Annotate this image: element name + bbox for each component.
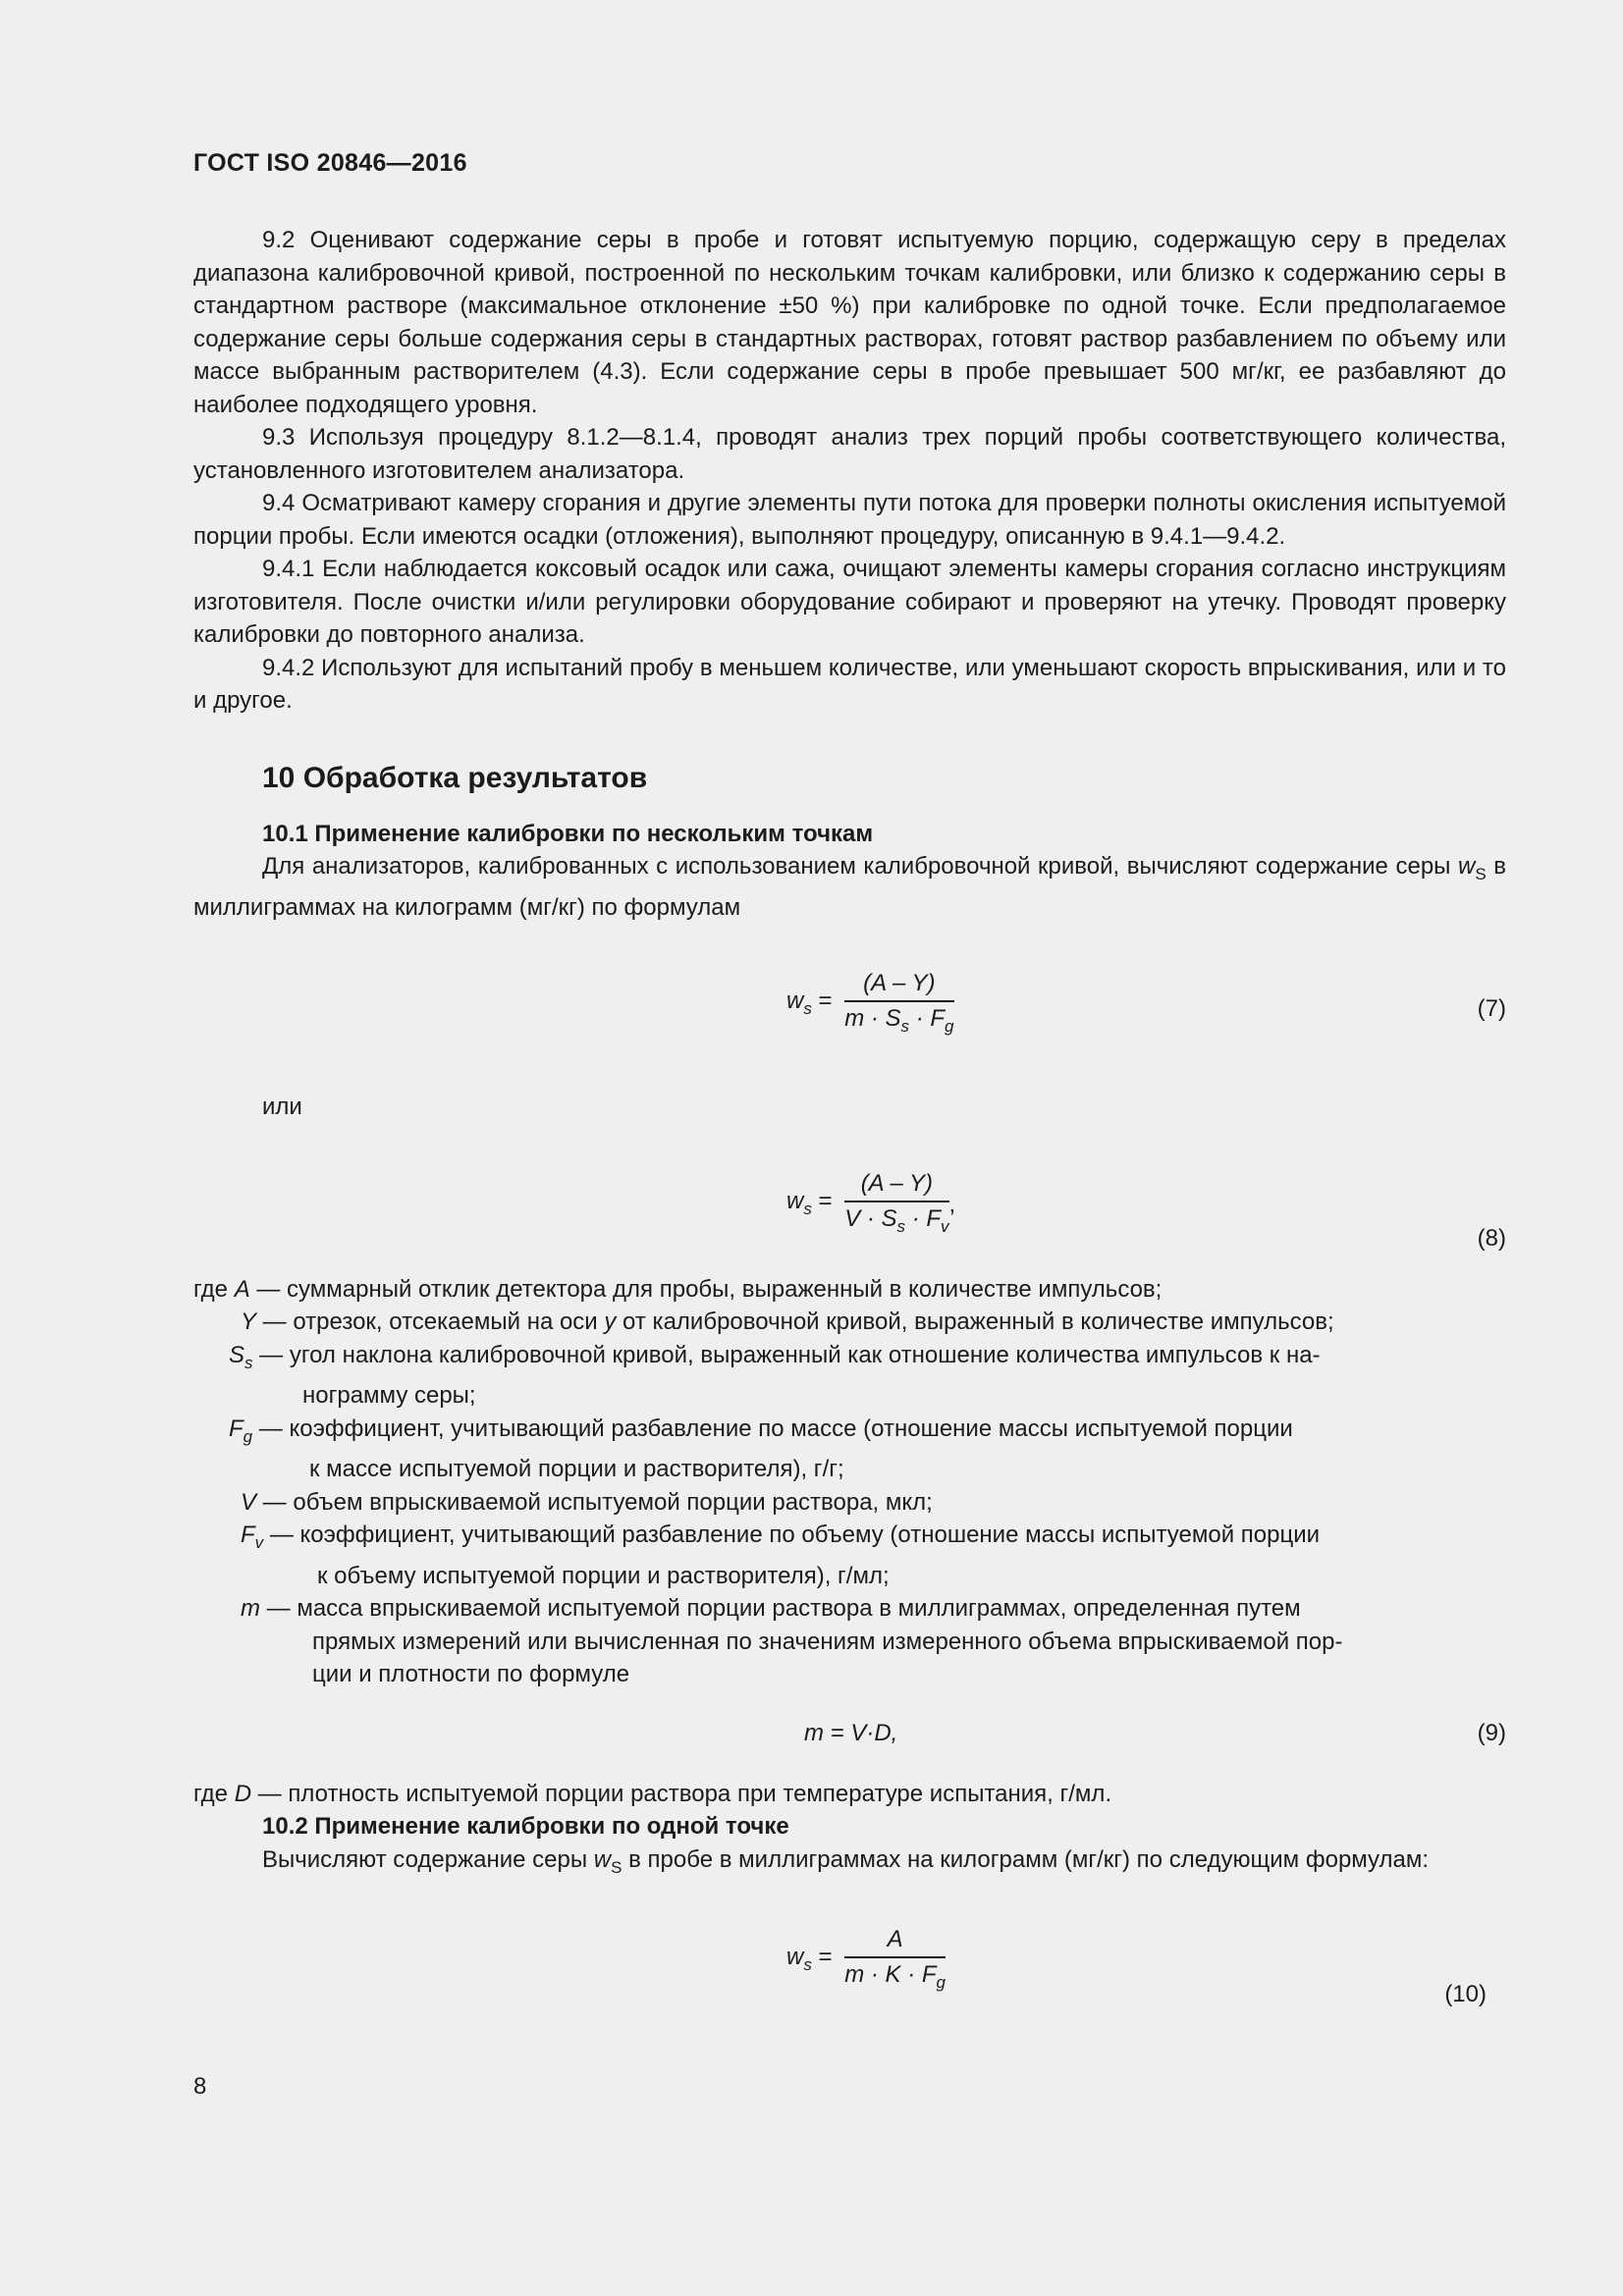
formula-7: $w_s$ = $\frac{(A - Y)}{m \cdot S_s \cdot F_g}$ (7) <box>193 967 1506 1083</box>
formula-10: $w_s$ = $\frac{A}{m \cdot K \cdot F_g}$ (10) <box>193 1923 1506 2031</box>
paragraph-9-2: 9.2 Оценивают содержание серы в пробе и готовят испытуемую порцию, содержащую серу в пределах диапазона калибровочной кривой, построенной по нескольким точкам калибровки, или близко к содержанию серы в стандартном растворе (максимальное отклонение ±50 %) при калибровке по одной точке. Если предполагаемое содержание серы больше содержания серы в стандартных растворах, готовят раствор разбавлением по объему или массе выбранным растворителем (4.3). Если содержание серы в пробе превышает 500 мг/кг, ее разбавляют до наиболее подходящего уровня. <box>193 227 1506 418</box>
definition-Ss-cont: нограмму серы; <box>302 1382 476 1409</box>
document-body <box>193 224 1506 2031</box>
definition-m: m — масса впрыскиваемой испытуемой порции раствора в миллиграммах, определенная путем <box>241 1595 1301 1622</box>
document-header: ГОСТ ISO 20846—2016 <box>193 149 467 177</box>
formula-9: m = V·D, (9) <box>193 1691 1506 1778</box>
equation-number-9: (9) <box>1477 1719 1506 1746</box>
paragraph-9-4: 9.4 Осматривают камеру сгорания и другие элементы пути потока для проверки полноты окисления испытуемой порции пробы. Если имеются осадки (отложения), выполняют процедуру, описанную в 9.4.1—9.4.2. <box>193 490 1506 550</box>
definition-Fv: $F_v$ — коэффициент, учитывающий разбавление по объему (отношение массы испытуемой порции <box>241 1522 1321 1552</box>
definition-Y: Y — отрезок, отсекаемый на оси y от калибровочной кривой, выраженный в количестве импульсов; <box>241 1308 1334 1335</box>
subsection-heading-10-1: 10.1 Применение калибровки по нескольким точкам <box>262 820 874 847</box>
definition-Fv-cont: к объему испытуемой порции и растворителя), г/мл; <box>317 1562 890 1589</box>
formula-8: $w_s$ = $\frac{(A - Y)}{V \cdot S_s \cdot F_v}$ , (8) <box>193 1167 1506 1273</box>
subsection-heading-10-2: 10.2 Применение калибровки по одной точке <box>262 1813 789 1840</box>
page-number: 8 <box>193 2073 207 2100</box>
definition-V: V — объем впрыскиваемой испытуемой порции раствора, мкл; <box>241 1488 933 1516</box>
definition-m-cont2: ции и плотности по формуле <box>312 1661 630 1687</box>
text-or: или <box>262 1094 302 1120</box>
paragraph-9-3: 9.3 Используя процедуру 8.1.2—8.1.4, проводят анализ трех порций пробы соответствующего количества, установленного изготовителем анализатора. <box>193 424 1506 484</box>
paragraph-9-4-2: 9.4.2 Используют для испытаний пробу в меньшем количестве, или уменьшают скорость впрыскивания, или и то и другое. <box>193 654 1506 714</box>
definition-Fg: $F_g$ — коэффициент, учитывающий разбавление по массе (отношение массы испытуемой порции <box>229 1415 1293 1446</box>
paragraph-10-1: Для анализаторов, калиброванных с использованием калибровочной кривой, вычисляют содержание серы $w_S$ в миллиграммах на килограмм (мг/кг) по формулам <box>193 853 1506 921</box>
definition-m-cont1: прямых измерений или вычисленная по значениям измеренного объема впрыскиваемой пор- <box>312 1628 1343 1655</box>
paragraph-10-2: Вычисляют содержание серы $w_S$ в пробе в миллиграммах на килограмм (мг/кг) по следующим формулам: <box>262 1845 1430 1877</box>
definition-Ss: $S_s$ — угол наклона калибровочной кривой, выраженный как отношение количества импульсов к на- <box>229 1341 1321 1372</box>
definition-A: где A — суммарный отклик детектора для пробы, выраженный в количестве импульсов; <box>193 1275 1163 1303</box>
equation-number-8: (8) <box>1477 1224 1506 1252</box>
definition-D: где D — плотность испытуемой порции раствора при температуре испытания, г/мл. <box>193 1780 1112 1807</box>
definition-Fg-cont: к массе испытуемой порции и растворителя), г/г; <box>309 1456 844 1482</box>
equation-number-10: (10) <box>1444 1981 1487 2007</box>
equation-number-7: (7) <box>1477 995 1506 1022</box>
definitions-list <box>193 1273 1506 1691</box>
section-heading-10: 10 Обработка результатов <box>262 761 648 794</box>
paragraph-9-4-1: 9.4.1 Если наблюдается коксовый осадок или сажа, очищают элементы камеры сгорания согласно инструкциям изготовителя. После очистки и/или регулировки оборудование собирают и проверяют на утечку. Проводят проверку калибровки до повторного анализа. <box>193 556 1506 648</box>
